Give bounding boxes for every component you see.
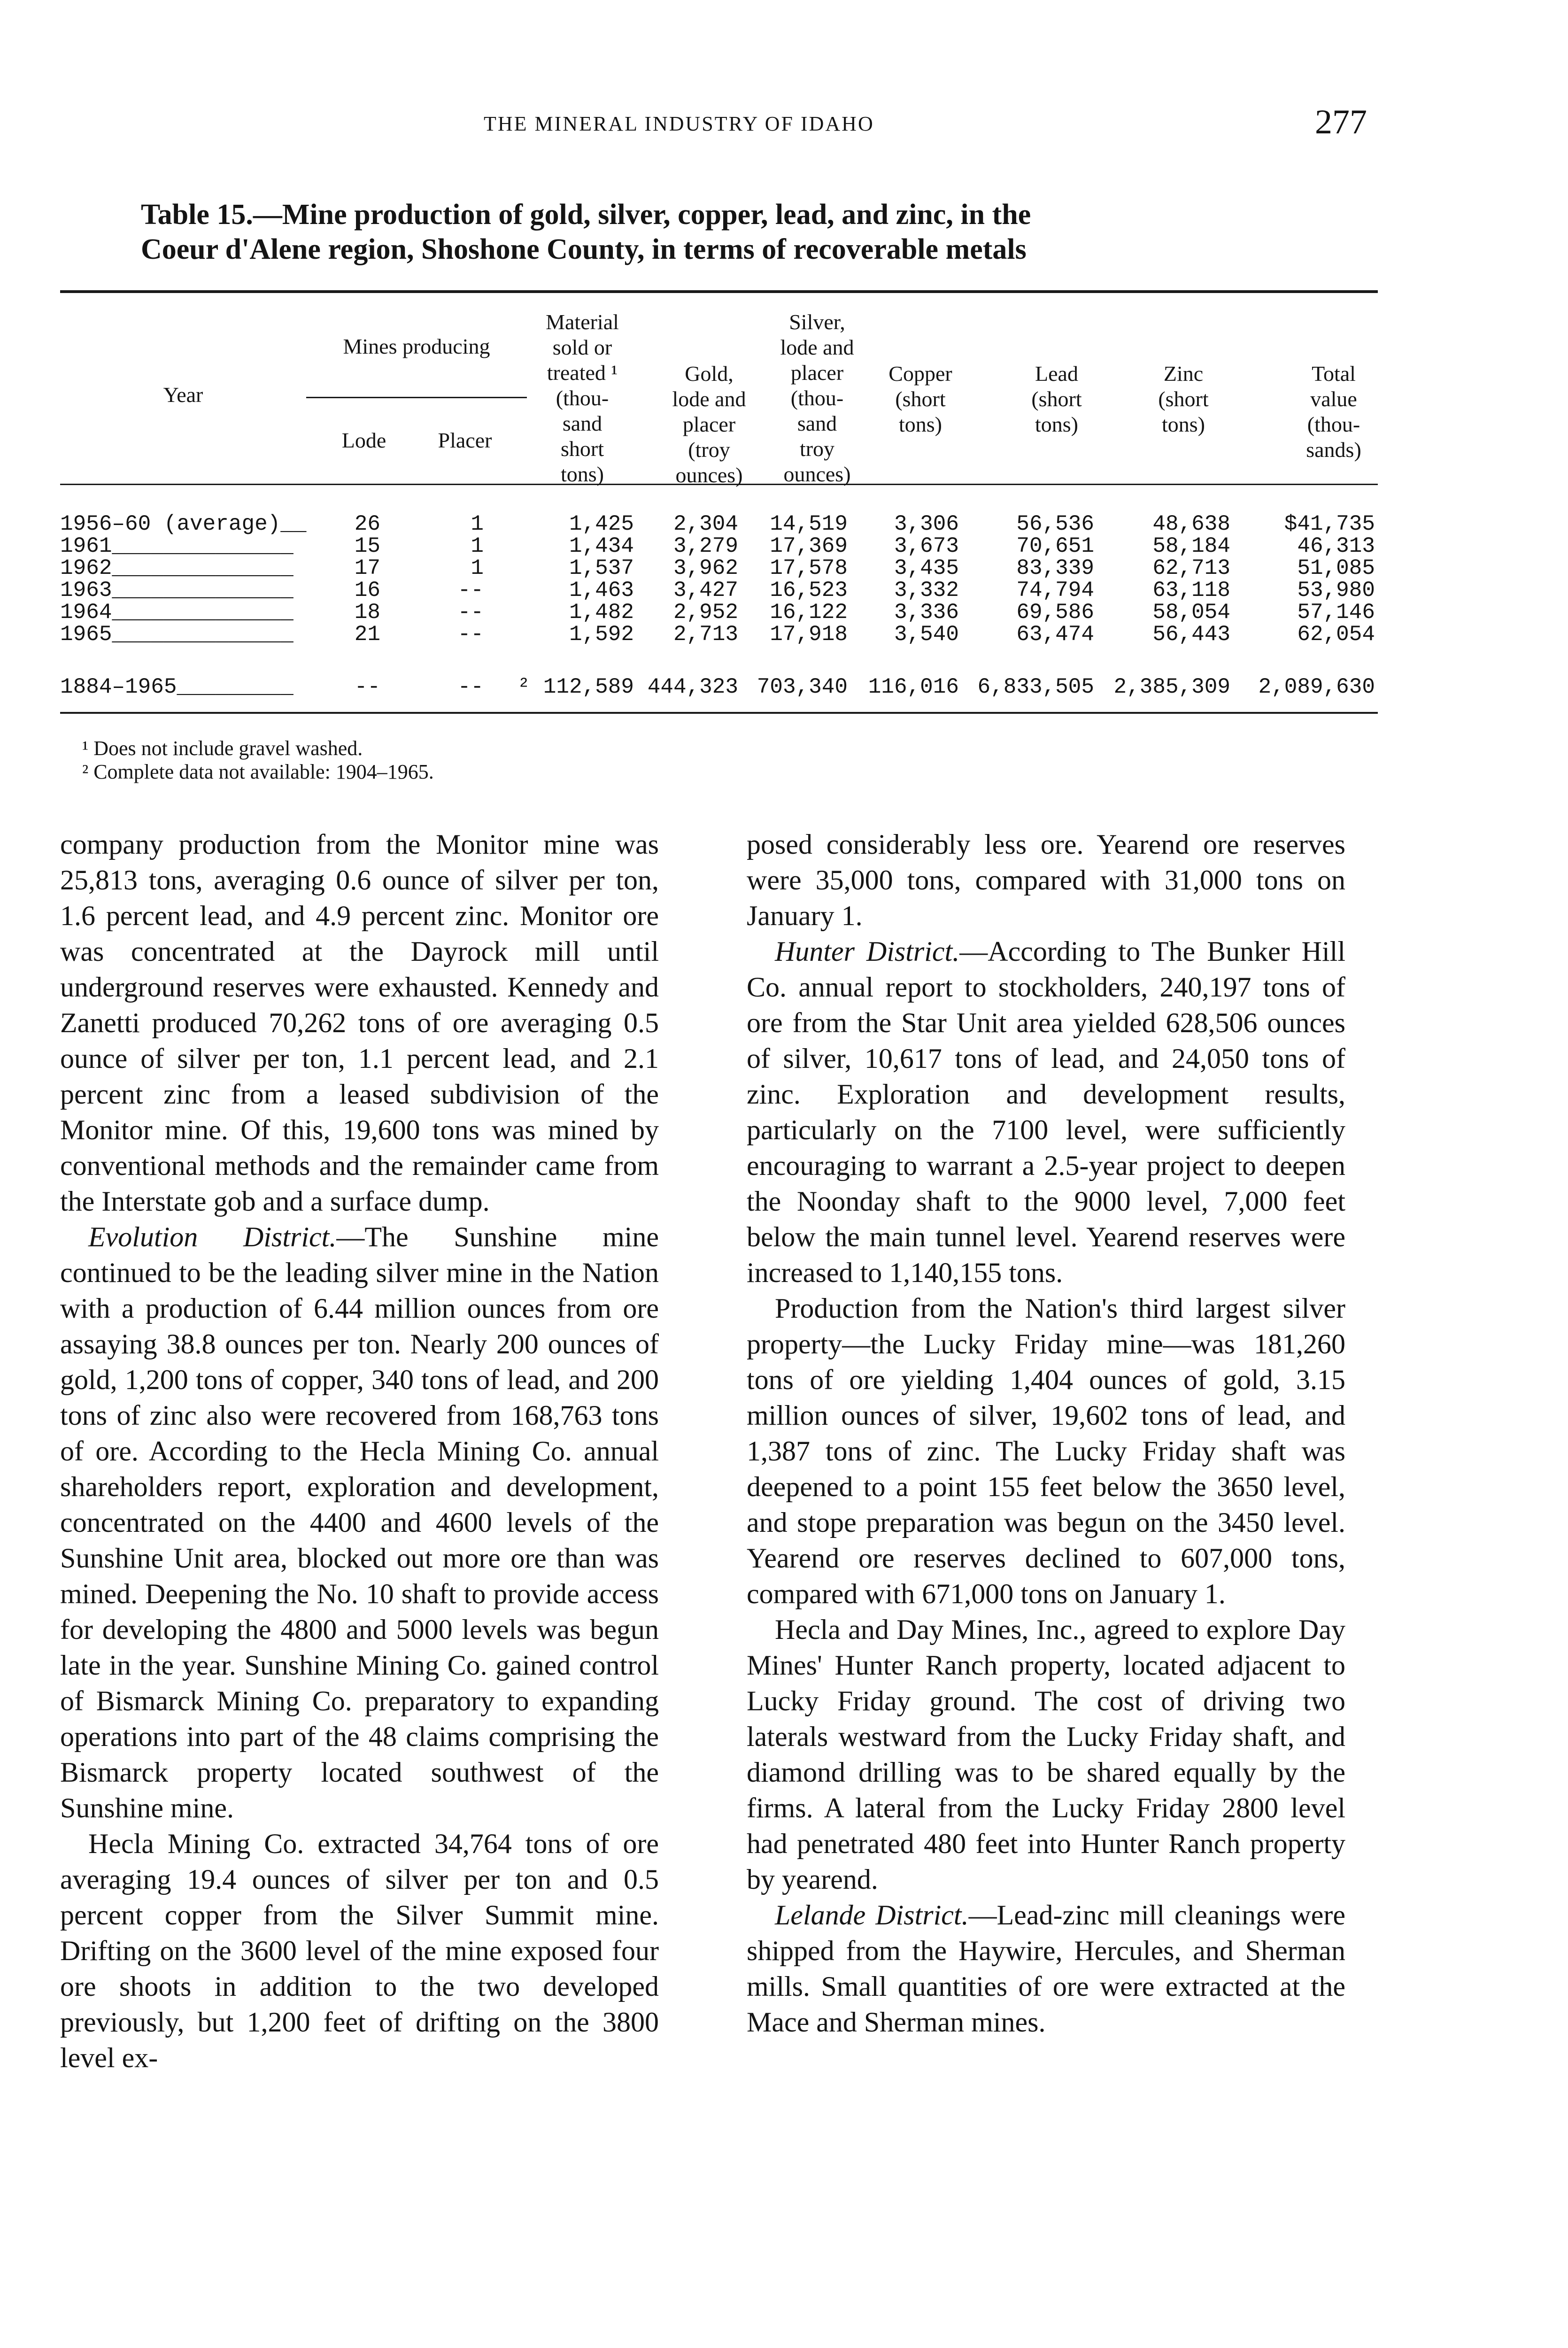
cell-total: 62,054: [1297, 622, 1375, 647]
cell-gold: 444,323: [647, 675, 738, 699]
header-silver-line: lode and: [780, 335, 854, 359]
cell-lode: 17: [354, 556, 380, 580]
cell-placer: 1: [471, 556, 484, 580]
cell-material: 1,537: [569, 556, 634, 580]
table-top-rule: [60, 290, 1378, 293]
header-total-line: value: [1310, 387, 1357, 411]
right-paragraph: [747, 1290, 1345, 1612]
paragraph-text: Hecla Mining Co. extracted 34,764 tons of ore averaging 19.4 ounces of silver per ton and 0.5 percent copper from the Silver Summit mine. Drifting on the 3600 level of the mine exposed four ore shoots in addition to the two developed previously, but 1,200 feet of drifting on the 3800 level ex-: [60, 1828, 659, 2073]
header-year: Year: [163, 383, 203, 407]
cell-copper: 116,016: [868, 675, 959, 699]
header-lode: Lode: [341, 428, 386, 452]
right-paragraph: [747, 826, 1345, 934]
header-material-line: (thou-: [556, 386, 609, 410]
cell-year: 1962______________: [60, 556, 294, 580]
header-lead-line: (short: [1031, 387, 1082, 411]
cell-zinc: 58,054: [1152, 600, 1230, 625]
cell-lead: 74,794: [1016, 578, 1094, 602]
header-zinc-line: Zinc: [1163, 362, 1204, 386]
paragraph-text: Production from the Nation's third largest silver property—the Lucky Friday mine—was 181,260 tons of ore yielding 1,404 ounces of gold, 3.15 million ounces of silver, 19,602 tons of lead, and 1,387 tons of zinc. The Lucky Friday shaft was deepened to a point 155 feet below the 3650 level, and stope preparation was begun on the 3450 level. Yearend ore reserves declined to 607,000 tons, compared with 671,000 tons on January 1.: [747, 1293, 1345, 1609]
cell-lead: 69,586: [1016, 600, 1094, 625]
cell-total: $41,735: [1284, 512, 1375, 536]
cell-silver: 14,519: [770, 512, 848, 536]
table-title-line1: Table 15.—Mine production of gold, silver, copper, lead, and zinc, in the: [141, 199, 1031, 231]
right-paragraph: [747, 934, 1345, 1290]
header-copper-line: tons): [899, 412, 942, 436]
cell-zinc: 56,443: [1152, 622, 1230, 647]
header-lead-line: tons): [1035, 412, 1078, 436]
cell-zinc: 2,385,309: [1113, 675, 1230, 699]
cell-lode: --: [354, 675, 380, 699]
paragraph-text: company production from the Monitor mine was 25,813 tons, averaging 0.6 ounce of silver per ton, 1.6 percent lead, and 4.9 percent zinc. Monitor ore was concentrated at the Dayrock mill until underground reserves were exhausted. Kennedy and Zanetti produced 70,262 tons of ore averaging 0.5 ounce of silver per ton, 1.1 percent lead, and 2.1 percent zinc from a leased subdivision of the Monitor mine. Of this, 19,600 tons was mined by conventional methods and the remainder came from the Interstate gob and a surface dump.: [60, 829, 659, 1217]
header-material-line: Material: [546, 310, 619, 334]
cell-copper: 3,336: [894, 600, 959, 625]
cell-material: 1,482: [569, 600, 634, 625]
cell-zinc: 62,713: [1152, 556, 1230, 580]
header-gold-line: placer: [682, 412, 736, 436]
cell-gold: 3,427: [673, 578, 738, 602]
header-lead-line: Lead: [1035, 362, 1078, 386]
header-total-line: (thou-: [1307, 412, 1360, 436]
cell-material: 1,434: [569, 534, 634, 558]
cell-year: 1961______________: [60, 534, 294, 558]
header-silver-line: sand: [797, 411, 837, 435]
header-gold-line: ounces): [675, 463, 743, 487]
cell-year: 1884–1965_________: [60, 675, 294, 699]
cell-lode: 26: [354, 512, 380, 536]
header-silver-line: Silver,: [789, 310, 845, 334]
paragraph-text: —Lead-zinc mill cleanings were shipped from the Haywire, Hercules, and Sherman mills. Small quantities of ore were extracted at the Mace and Sherman mines.: [747, 1900, 1345, 2038]
cell-silver: 16,523: [770, 578, 848, 602]
header-zinc-line: (short: [1158, 387, 1209, 411]
cell-copper: 3,673: [894, 534, 959, 558]
cell-gold: 3,279: [673, 534, 738, 558]
table-title: [141, 197, 1418, 267]
cell-total: 2,089,630: [1258, 675, 1375, 699]
header-material-line: treated ¹: [547, 361, 618, 385]
cell-zinc: 58,184: [1152, 534, 1230, 558]
paragraph-text: Hecla and Day Mines, Inc., agreed to explore Day Mines' Hunter Ranch property, located adjacent to Lucky Friday ground. The cost of driving two laterals westward from the Lucky Friday shaft, and diamond drilling was to be shared equally by the firms. A lateral from the Lucky Friday 2800 level had penetrated 480 feet into Hunter Ranch property by yearend.: [747, 1614, 1345, 1895]
cell-copper: 3,435: [894, 556, 959, 580]
cell-material: ² 112,589: [517, 675, 634, 699]
running-title: THE MINERAL INDUSTRY OF IDAHO: [484, 112, 874, 135]
cell-zinc: 63,118: [1152, 578, 1230, 602]
district-heading: Evolution District.: [88, 1221, 337, 1252]
header-gold-line: (troy: [688, 438, 730, 462]
cell-lead: 6,833,505: [977, 675, 1094, 699]
right-text-column: [747, 826, 1345, 2040]
cell-lode: 16: [354, 578, 380, 602]
cell-silver: 17,578: [770, 556, 848, 580]
cell-placer: --: [457, 600, 484, 625]
header-material-line: short: [561, 437, 604, 461]
header-material-line: tons): [561, 462, 604, 486]
table-title-line2: Coeur d'Alene region, Shoshone County, in terms of recoverable metals: [141, 233, 1027, 265]
cell-lead: 63,474: [1016, 622, 1094, 647]
cell-gold: 2,713: [673, 622, 738, 647]
left-paragraph: [60, 826, 659, 1219]
cell-copper: 3,540: [894, 622, 959, 647]
header-material-line: sand: [562, 411, 602, 435]
cell-year: 1956–60 (average)__: [60, 512, 307, 536]
page-number: 277: [1315, 103, 1367, 141]
cell-lode: 18: [354, 600, 380, 625]
header-material-line: sold or: [552, 335, 612, 359]
header-placer: Placer: [438, 428, 492, 452]
cell-silver: 17,369: [770, 534, 848, 558]
cell-year: 1964______________: [60, 600, 294, 625]
paragraph-text: —According to The Bunker Hill Co. annual report to stockholders, 240,197 tons of ore from the Star Unit area yielded 628,506 ounces of silver, 10,617 tons of lead, and 24,050 tons of zinc. Exploration and development results, particularly on the 7100 level, were sufficiently encouraging to warrant a 2.5-year project to deepen the Noonday shaft to the 9000 level, 7,000 feet below the main tunnel level. Yearend reserves were increased to 1,140,155 tons.: [747, 936, 1345, 1288]
cell-material: 1,592: [569, 622, 634, 647]
cell-gold: 3,962: [673, 556, 738, 580]
right-paragraph: [747, 1897, 1345, 2040]
cell-lode: 21: [354, 622, 380, 647]
cell-year: 1963______________: [60, 578, 294, 602]
header-silver-line: ounces): [783, 462, 851, 486]
cell-silver: 703,340: [757, 675, 848, 699]
cell-lead: 83,339: [1016, 556, 1094, 580]
district-heading: Lelande District.: [775, 1900, 969, 1931]
cell-silver: 17,918: [770, 622, 848, 647]
cell-copper: 3,306: [894, 512, 959, 536]
left-paragraph: [60, 1219, 659, 1826]
cell-placer: 1: [471, 512, 484, 536]
header-total-line: Total: [1312, 362, 1356, 386]
district-heading: Hunter District.: [775, 936, 960, 967]
cell-lode: 15: [354, 534, 380, 558]
cell-placer: 1: [471, 534, 484, 558]
cell-total: 46,313: [1297, 534, 1375, 558]
paragraph-text: posed considerably less ore. Yearend ore reserves were 35,000 tons, compared with 31,000 tons on January 1.: [747, 829, 1345, 931]
cell-placer: --: [457, 622, 484, 647]
footnote-1: ¹ Does not include gravel washed.: [82, 737, 363, 760]
cell-gold: 2,304: [673, 512, 738, 536]
cell-gold: 2,952: [673, 600, 738, 625]
header-silver-line: placer: [790, 361, 844, 385]
cell-total: 53,980: [1297, 578, 1375, 602]
footnote-2: ² Complete data not available: 1904–1965.: [82, 760, 434, 783]
cell-material: 1,463: [569, 578, 634, 602]
cell-placer: --: [457, 675, 484, 699]
table-bottom-rule: [60, 712, 1378, 714]
cell-material: 1,425: [569, 512, 634, 536]
cell-total: 57,146: [1297, 600, 1375, 625]
cell-total: 51,085: [1297, 556, 1375, 580]
cell-year: 1965______________: [60, 622, 294, 647]
header-gold-line: Gold,: [685, 362, 734, 386]
cell-placer: --: [457, 578, 484, 602]
left-text-column: [60, 826, 659, 2076]
header-silver-line: (thou-: [790, 386, 844, 410]
header-zinc-line: tons): [1162, 412, 1205, 436]
cell-silver: 16,122: [770, 600, 848, 625]
paragraph-text: —The Sunshine mine continued to be the leading silver mine in the Nation with a production of 6.44 million ounces from ore assaying 38.8 ounces per ton. Nearly 200 ounces of gold, 1,200 tons of copper, 340 tons of lead, and 200 tons of zinc also were recovered from 168,763 tons of ore. According to the Hecla Mining Co. annual shareholders report, exploration and development, concentrated on the 4400 and 4600 levels of the Sunshine Unit area, blocked out more ore than was mined. Deepening the No. 10 shaft to provide access for developing the 4800 and 5000 levels was begun late in the year. Sunshine Mining Co. gained control of Bismarck Mining Co. preparatory to expanding operations into part of the 48 claims comprising the Bismarck property located southwest of the Sunshine mine.: [60, 1221, 659, 1823]
header-mines-producing: Mines producing: [343, 334, 490, 358]
cell-lead: 70,651: [1016, 534, 1094, 558]
header-total-line: sands): [1306, 438, 1361, 462]
header-copper-line: (short: [895, 387, 946, 411]
right-paragraph: [747, 1612, 1345, 1897]
cell-zinc: 48,638: [1152, 512, 1230, 536]
header-gold-line: lode and: [672, 387, 746, 411]
mines-producing-rule: [306, 397, 527, 398]
left-paragraph: [60, 1826, 659, 2076]
header-copper-line: Copper: [888, 362, 952, 386]
header-silver-line: troy: [799, 437, 835, 461]
cell-copper: 3,332: [894, 578, 959, 602]
cell-lead: 56,536: [1016, 512, 1094, 536]
